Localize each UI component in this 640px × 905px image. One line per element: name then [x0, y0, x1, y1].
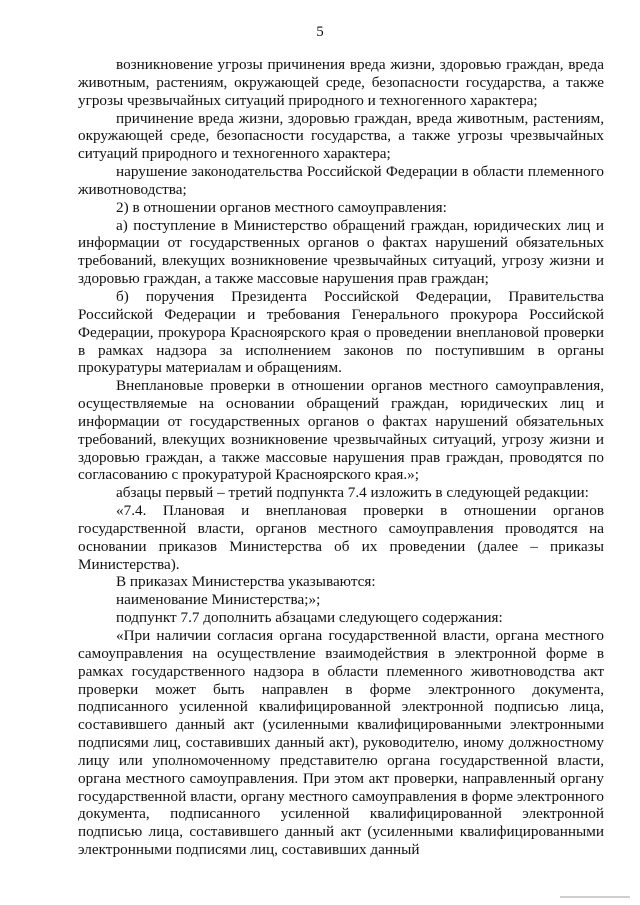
- paragraph-local-government-heading: 2) в отношении органов местного самоуправления:: [116, 198, 447, 216]
- scan-edge-mark: [560, 896, 630, 898]
- paragraph-unscheduled-inspections: Внеплановые проверки в отношении органов местного самоуправления, осуществляемые на основании обращений граждан, юридических лиц и информации от государственных органов о фактах нарушений обязательных требований, влекущих возникновение чрезвычайных ситуаций, угрозу жизни и здоровью граждан, а также массовые нарушения прав граждан, проводятся по согласованию с прокуратурой Красноярского края.»;: [78, 377, 604, 484]
- paragraph-harm-caused: причинение вреда жизни, здоровью граждан, вреда животным, растениям, окружающей среде, безопасности государства, а также угрозы чрезвычайных ситуаций природного и техногенного характера;: [78, 109, 604, 163]
- paragraph-item-a: а) поступление в Министерство обращений граждан, юридических лиц и информации от государственных органов о фактах нарушений обязательных требований, влекущих возникновение чрезвычайных ситуаций, угрозу жизни и здоровью граждан, а также массовые нарушения прав граждан;: [78, 216, 604, 288]
- paragraph-law-violation: нарушение законодательства Российской Федерации в области племенного животноводства;: [78, 163, 604, 198]
- paragraph-7-4-text: «7.4. Плановая и внеплановая проверки в отношении органов государственной власти, органов местного самоуправления проводятся на основании приказов Министерства об их проведении (далее – приказы Министерства).: [78, 502, 604, 573]
- document-body: [78, 56, 604, 859]
- paragraph-amend-7-4: абзацы первый – третий подпункта 7.4 изложить в следующей редакции:: [116, 484, 589, 502]
- page-number: 5: [316, 24, 324, 40]
- paragraph-orders-specify: В приказах Министерства указываются:: [116, 573, 376, 591]
- paragraph-ministry-name: наименование Министерства;»;: [116, 591, 321, 609]
- paragraph-amend-7-7: подпункт 7.7 дополнить абзацами следующего содержания:: [116, 609, 503, 627]
- paragraph-electronic-act: «При наличии согласия органа государственной власти, органа местного самоуправления на осуществление взаимодействия в электронной форме в рамках государственного надзора в области племенного животноводства акт проверки может быть направлен в форме электронного документа, подписанного усиленной квалифицированной электронной подписью лица, составившего данный акт (усиленными квалифицированными электронными подписями лиц, составивших данный акт), руководителю, иному должностному лицу или уполномоченному представителю органа государственной власти, органа местного самоуправления. При этом акт проверки, направленный органу государственной власти, органу местного самоуправления в форме электронного документа, подписанного усиленной квалифицированной электронной подписью лица, составившего данный акт (усиленными квалифицированными электронными подписями лиц, составивших данный: [78, 627, 604, 859]
- paragraph-threat-of-harm: возникновение угрозы причинения вреда жизни, здоровью граждан, вреда животным, растениям, окружающей среде, безопасности государства, а также угрозы чрезвычайных ситуаций природного и техногенного характера;: [78, 56, 604, 109]
- paragraph-item-b: б) поручения Президента Российской Федерации, Правительства Российской Федерации и требования Генерального прокурора Российской Федерации, прокурора Красноярского края о проведении внеплановой проверки в рамках надзора за исполнением законов по поступившим в органы прокуратуры материалам и обращениям.: [78, 287, 604, 377]
